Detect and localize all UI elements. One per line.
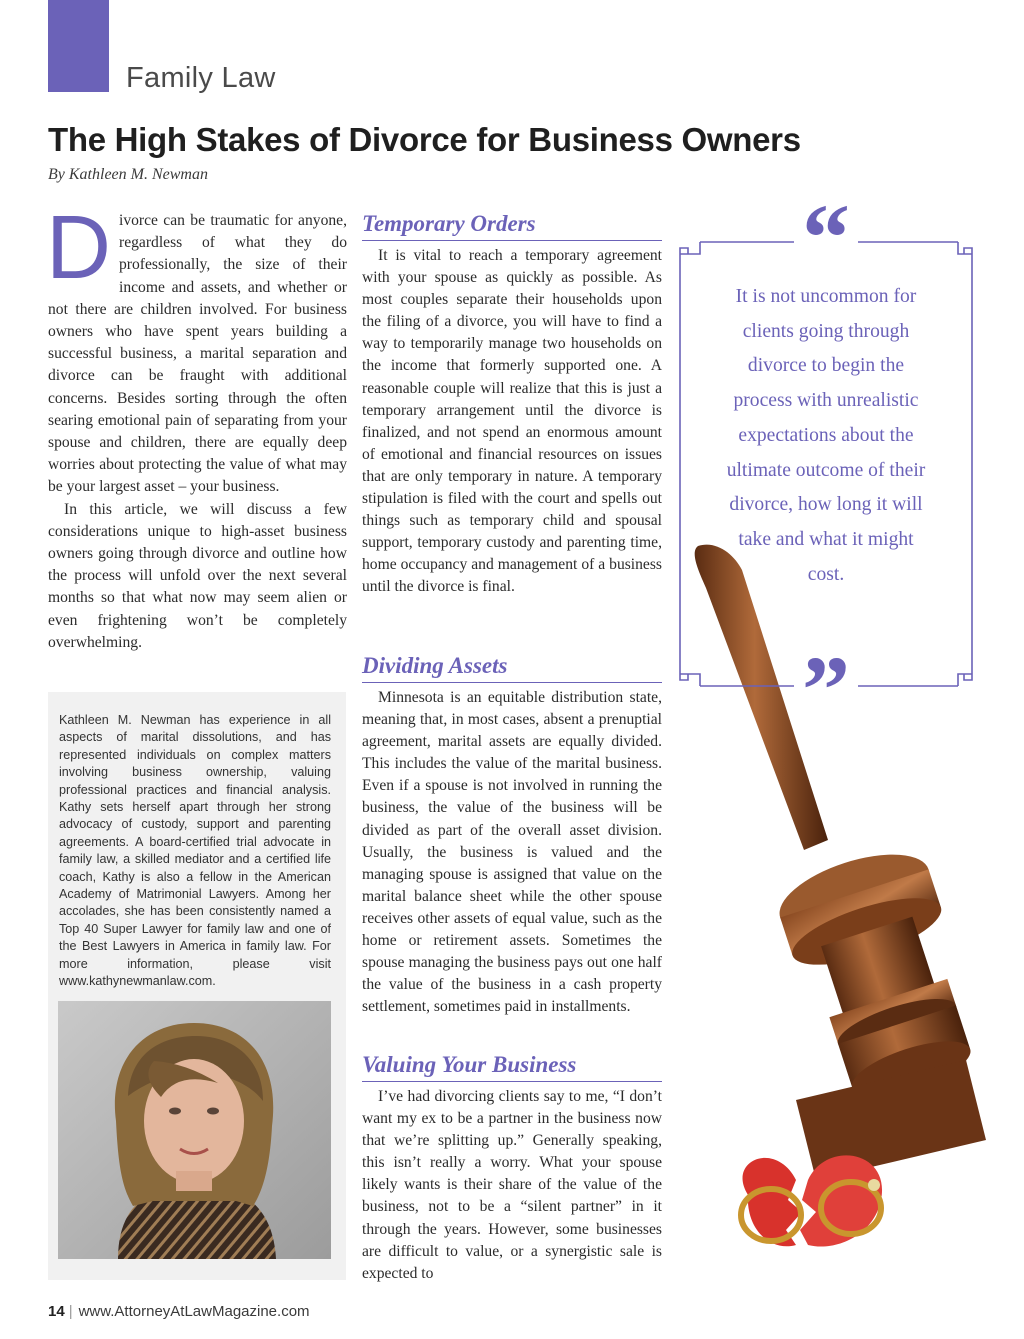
section-accent-bar: [48, 0, 109, 92]
author-bio-text: Kathleen M. Newman has experience in all aspects of marital dissolutions, and has represented individuals on complex matters involving business ownership, valuing professional practices and financial analysis. Kathy sets herself apart through her strong advocacy of custody, support and parenting agreements. A board-certified trial advocate in family law, a skilled mediator and a certified life coach, Kathy is also a fellow in the American Academy of Matrimonial Lawyers. Among her accolades, she has been consistently named a Top 40 Super Lawyer for family law and one of the Best Lawyers in America in family law. For more information, please visit www.kathynewmanlaw.com.: [59, 713, 331, 989]
section-dividing-assets: [362, 652, 662, 1018]
pull-quote-text: It is not uncommon for clients going through divorce to begin the process with unrealistic expectations about the ultimate outcome of their divorce, how long it will take and what it might cost.: [726, 286, 926, 585]
section-label: Family Law: [126, 62, 276, 94]
intro-paragraph-1-text: ivorce can be traumatic for anyone, regardless of what they do professionally, the size of their income and assets, and whether or not there are children involved. For business owners who have spent years building a successful business, a marital separation and divorce can be fraught with additional concerns. Besides sorting through the often searing emotional pain of separating from your spouse and children, there are equally deep worries about protecting the value of what may be your largest asset – your business.: [48, 212, 347, 496]
section-heading: Temporary Orders: [362, 210, 662, 241]
intro-paragraph-2: In this article, we will discuss a few considerations unique to high-asset business owners going through divorce and outline how the process will unfold over the next several months so that what now may seem alien or even frightening won’t be completely overwhelming.: [48, 500, 347, 651]
section-heading: Valuing Your Business: [362, 1051, 662, 1082]
intro-paragraph-1: [46, 198, 347, 499]
portrait-illustration: [58, 1001, 331, 1259]
section-body: It is vital to reach a temporary agreement with your spouse as quickly as possible. As most couples separate their households upon the filing of a divorce, you will have to find a way to temporarily manage two households on the income that formerly supported one. A reasonable couple will realize that this is just a temporary arrangement until the divorce is finalized, and not spend an enormous amount of emotional and financial resources on issues that are only temporary in nature. A temporary stipulation is filed with the court and spells out things such as temporary child and spousal support, temporary custody and parenting time, home occupancy and management of a business until the divorce is final.: [362, 247, 662, 596]
page-number: 14: [48, 1303, 65, 1320]
footer-website[interactable]: www.AttorneyAtLawMagazine.com: [78, 1303, 310, 1320]
drop-cap: D: [46, 198, 111, 298]
section-body: I’ve had divorcing clients say to me, “I don’t want my ex to be a partner in the business now that we’re splitting up.” Generally speaking, this isn’t really a worry. What your spouse likely wants is their share of the value of the business, not to be a “silent partner” in it through the years. However, some businesses are difficult to value, or a synergistic sale is expected to: [362, 1088, 662, 1282]
pull-quote: [676, 200, 976, 700]
section-valuing-business: [362, 1051, 662, 1285]
author-portrait: [58, 1001, 331, 1259]
author-bio-box: [48, 692, 346, 1280]
footer-separator: |: [68, 1303, 73, 1320]
open-quote-icon: “: [802, 200, 850, 291]
article-title: The High Stakes of Divorce for Business Owners: [48, 121, 801, 158]
section-body: Minnesota is an equitable distribution state, meaning that, in most cases, absent a prenuptial agreement, marital assets are equally divided. This includes the value of the marital business. Even if a spouse is not involved in running the business, the value of the business will be divided as part of the overall asset division. Usually, the business is valued and the managing spouse is assigned that value on the marital balance sheet while the other spouse receives other assets of equal value, such as the home or retirement assets. Sometimes the spouse managing the business pays out one half the value of the business in a cash property settlement, sometimes paid in installments.: [362, 689, 662, 1016]
intro-column: [46, 198, 347, 654]
close-quote-icon: ”: [802, 636, 850, 700]
byline: By Kathleen M. Newman: [48, 166, 208, 183]
page-footer: [48, 1303, 310, 1320]
section-heading: Dividing Assets: [362, 652, 662, 683]
section-temporary-orders: [362, 210, 662, 599]
